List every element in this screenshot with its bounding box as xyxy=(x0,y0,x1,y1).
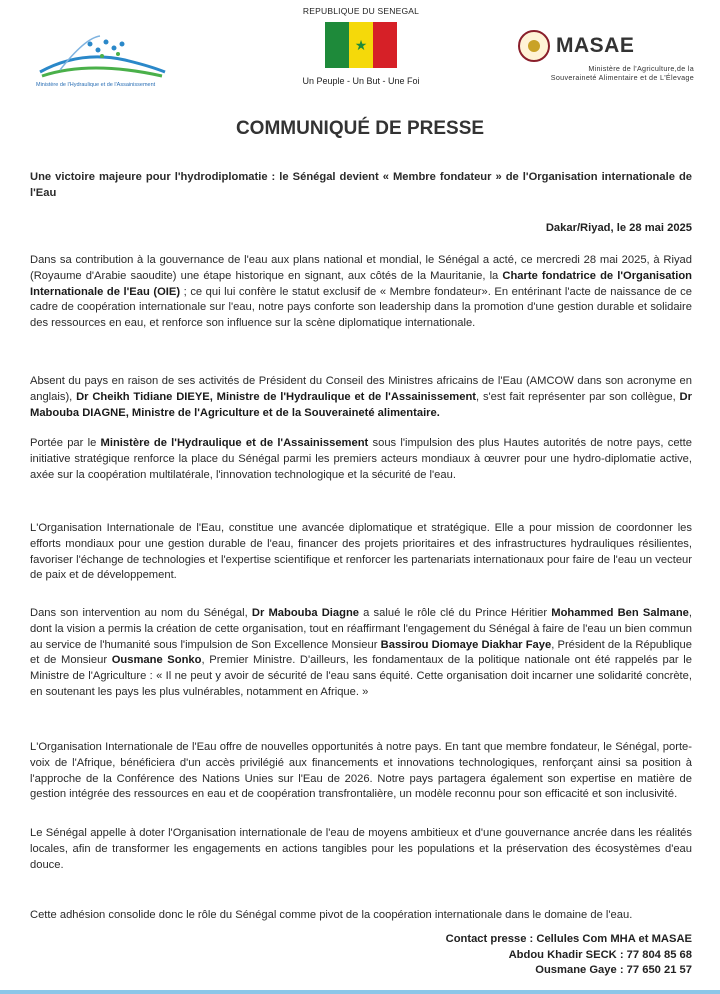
letterhead xyxy=(0,0,720,100)
national-motto: Un Peuple - Un But - Une Foi xyxy=(302,76,420,86)
ministry-hydraulics-caption: Ministère de l'Hydraulique et de l'Assainissement xyxy=(36,82,156,88)
republic-title: REPUBLIQUE DU SENEGAL xyxy=(302,6,420,16)
contact-line-2: Abdou Khadir SECK : 77 804 85 68 xyxy=(508,948,692,961)
press-contact xyxy=(446,932,692,979)
water-drops-icon xyxy=(30,30,170,80)
page-title: COMMUNIQUÉ DE PRESSE xyxy=(235,118,485,139)
paragraph-3: Portée par le Ministère de l'Hydraulique et de l'Assainissement sous l'impulsion des plus Hautes autorités de notre pays, cette initiative stratégique renforce la place du Sénégal parmi les premiers acteurs mondiaux à œuvrer pour une hydro-diplomatie active, axée sur la coopération multilatérale, l'innovation technologique et la sécurité de l'eau. xyxy=(30,437,692,481)
paragraph-8: Cette adhésion consolide donc le rôle du Sénégal comme pivot de la coopération internationale dans le domaine de l'eau. xyxy=(30,909,633,921)
ministry-hydraulics-logo xyxy=(30,30,180,92)
paragraph-7: Le Sénégal appelle à doter l'Organisation internationale de l'eau de moyens ambitieux et d'une gouvernance ancrée dans les réalités locales, afin de transformer les engagements en actions tangibles pour les populations et la préservation des écosystèmes d'eau douce. xyxy=(30,827,692,871)
headline: Une victoire majeure pour l'hydrodiplomatie : le Sénégal devient « Membre fondateur » de l'Organisation internationale de l'Eau xyxy=(30,171,692,199)
republic-emblem xyxy=(290,6,432,86)
dateline: Dakar/Riyad, le 28 mai 2025 xyxy=(545,222,692,234)
masae-caption: Ministère de l'Agriculture,de la Souveraineté Alimentaire et de L'Élevage xyxy=(550,64,694,82)
senegal-flag-icon: ★ xyxy=(325,22,397,68)
paragraph-6: L'Organisation Internationale de l'Eau offre de nouvelles opportunités à notre pays. En tant que membre fondateur, le Sénégal, porte-voix de l'Afrique, bénéficiera d'un accès privilégié aux financements et innovations technologiques, renforçant ainsi sa position à l'approche de la Conférence des Nations Unies sur l'Eau de 2026. Notre pays partagera également son expertise en matière de gestion intégrée des ressources en eau et de coopération transfrontalière, un modèle reconnu pour son efficacité et son inclusivité. xyxy=(30,741,692,801)
paragraph-2: Absent du pays en raison de ses activités de Président du Conseil des Ministres africains de l'Eau (AMCOW dans son acronyme en anglais), Dr Cheikh Tidiane DIEYE, Ministre de l'Hydraulique et de l'Assainissement, s'est fait représenter par son collègue, Dr Mabouba DIAGNE, Ministre de l'Agriculture et de la Souveraineté alimentaire. xyxy=(30,375,692,419)
contact-line-1: Contact presse : Cellules Com MHA et MASAE xyxy=(445,933,692,945)
paragraph-4: L'Organisation Internationale de l'Eau, constitue une avancée diplomatique et stratégique. Elle a pour mission de coordonner les efforts mondiaux pour une gestion durable de l'eau, financer des projets prioritaires et des infrastructures hydrauliques résilientes, favoriser l'échange de technologies et l'expertise scientifique et renforcer les partenariats internationaux pour faire de l'eau un vecteur de paix et de développement. xyxy=(30,522,692,582)
footer-bar xyxy=(0,990,720,994)
masae-logo xyxy=(488,30,708,82)
paragraph-1: Dans sa contribution à la gouvernance de l'eau aux plans national et mondial, le Sénégal a acté, ce mercredi 28 mai 2025, à Riyad (Royaume d'Arabie saoudite) une étape historique en signant, aux côtés de la Mauritanie, la Charte fondatrice de l'Organisation Internationale de l'Eau (OIE) ; ce qui lui confère le statut exclusif de « Membre fondateur». En entérinant l'acte de naissance de ce cadre de coopération internationale sur l'eau, notre pays conforte son leadership dans la promotion d'une gestion durable et solidaire des ressources en eau, et renforce son influence sur la scène diplomatique internationale. xyxy=(30,254,692,330)
paragraph-5: Dans son intervention au nom du Sénégal, Dr Mabouba Diagne a salué le rôle clé du Prince Héritier Mohammed Ben Salmane, dont la vision a permis la création de cette organisation, tout en réaffirmant l'engagement du Sénégal à faire de l'eau un bien commun au service de l'humanité sous l'impulsion de Son Excellence Monsieur Bassirou Diomaye Diakhar Faye, Président de la République et de Monsieur Ousmane Sonko, Premier Ministre. D'ailleurs, les fondamentaux de la politique nationale ont été rappelés par le Ministre de l'Agriculture : « Il ne peut y avoir de sécurité de l'eau sans équité. Cette organisation doit incarner une solidarité concrète, en soutenant les pays les plus vulnérables, notamment en Afrique. » xyxy=(30,607,693,698)
masae-emblem-icon xyxy=(518,30,550,62)
masae-name: MASAE xyxy=(556,34,635,57)
contact-line-3: Ousmane Gaye : 77 650 21 57 xyxy=(535,964,692,977)
